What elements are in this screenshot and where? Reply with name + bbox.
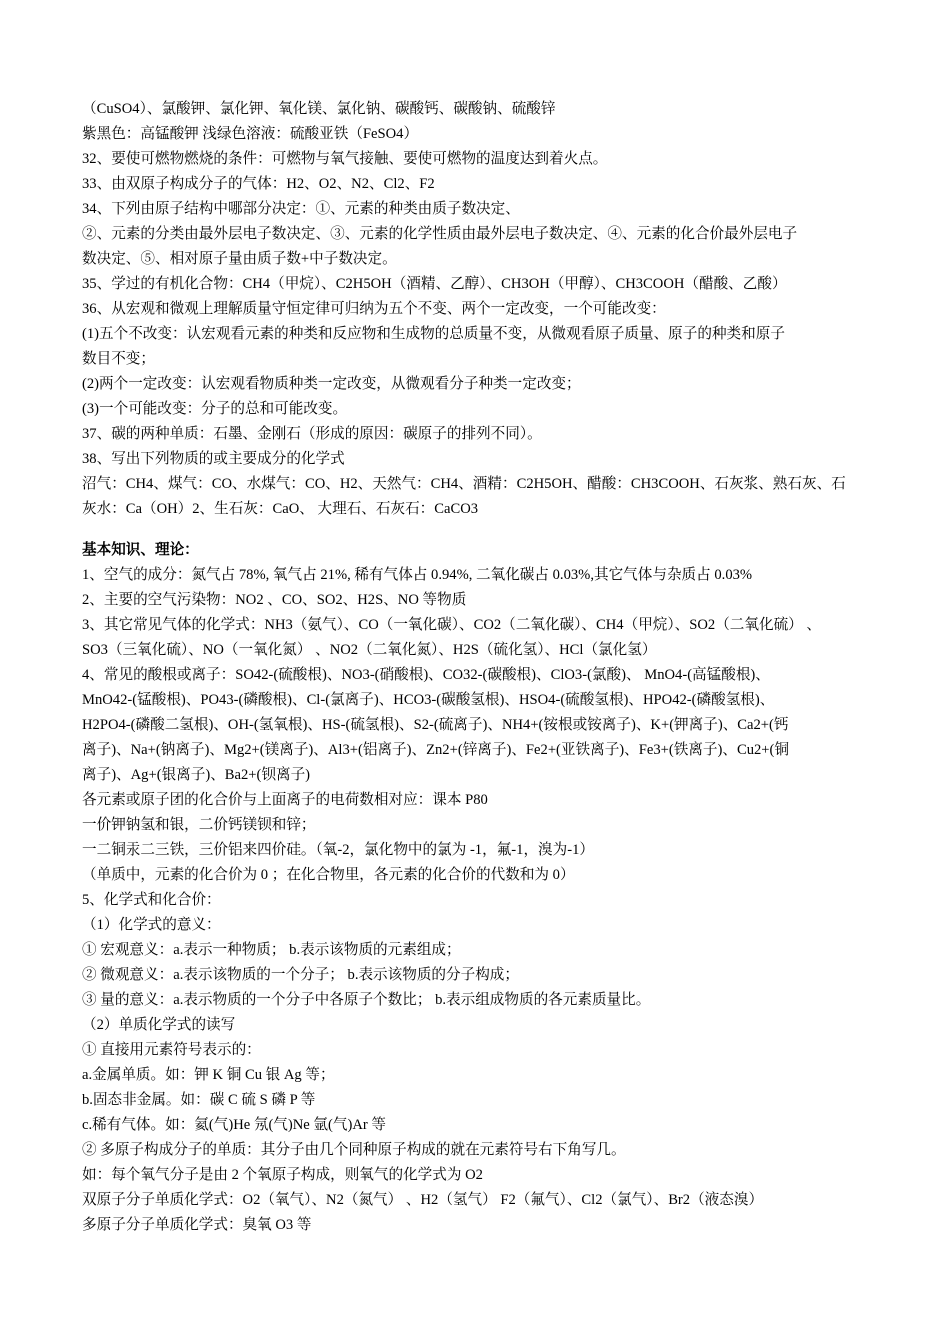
text-line: 2、主要的空气污染物：NO2 、CO、SO2、H2S、NO 等物质 xyxy=(82,592,467,608)
text-line: ③ 量的意义：a.表示物质的一个分子中各原子个数比； b.表示组成物质的各元素质量比。 xyxy=(82,992,651,1008)
text-line: 37、碳的两种单质：石墨、金刚石（形成的原因：碳原子的排列不同）。 xyxy=(82,426,542,442)
text-line: 双原子分子单质化学式：O2（氧气）、N2（氮气） 、H2（氢气） F2（氟气）、Cl2（氯气）、Br2（液态溴） xyxy=(82,1192,764,1208)
text-line: （单质中，元素的化合价为 0 ；在化合物里，各元素的化合价的代数和为 0） xyxy=(82,867,575,883)
text-line: (1)五个不改变：认宏观看元素的种类和反应物和生成物的总质量不变，从微观看原子质量、原子的种类和原子 xyxy=(82,326,785,342)
text-line: 33、由双原子构成分子的气体：H2、O2、N2、Cl2、F2 xyxy=(82,176,435,192)
text-line: 离子)、Ag+(银离子)、Ba2+(钡离子) xyxy=(82,767,311,783)
text-line: （2）单质化学式的读写 xyxy=(82,1017,236,1033)
text-line: 一价钾钠氢和银，二价钙镁钡和锌； xyxy=(82,817,316,833)
text-line: 数目不变； xyxy=(82,351,155,367)
text-line: 如：每个氧气分子是由 2 个氧原子构成，则氧气的化学式为 O2 xyxy=(82,1167,483,1183)
text-line: （CuSO4）、氯酸钾、氯化钾、氧化镁、氯化钠、碳酸钙、碳酸钠、硫酸锌 xyxy=(82,101,556,117)
text-line: 5、化学式和化合价： xyxy=(82,892,221,908)
text-line: 34、下列由原子结构中哪部分决定：①、元素的种类由质子数决定、 xyxy=(82,201,520,217)
top-section xyxy=(82,97,872,522)
text-line: ② 多原子构成分子的单质：其分子由几个同种原子构成的就在元素符号右下角写几。 xyxy=(82,1142,626,1158)
text-line: 3、其它常见气体的化学式：NH3（氨气）、CO（一氧化碳）、CO2（二氧化碳）、CH4（甲烷）、SO2（二氧化硫） 、 xyxy=(82,617,822,633)
text-line: 数决定、⑤、相对原子量由质子数+中子数决定。 xyxy=(82,251,397,267)
text-line: 离子)、Na+(钠离子)、Mg2+(镁离子)、Al3+(铝离子)、Zn2+(锌离子)、Fe2+(亚铁离子)、Fe3+(铁离子)、Cu2+(铜 xyxy=(82,742,789,758)
text-line: H2PO4-(磷酸二氢根)、OH-(氢氧根)、HS-(硫氢根)、S2-(硫离子)、NH4+(铵根或铵离子)、K+(钾离子)、Ca2+(钙 xyxy=(82,717,789,733)
bottom-section xyxy=(82,563,872,1238)
text-line: ②、元素的分类由最外层电子数决定、③、元素的化学性质由最外层电子数决定、④、元素的化合价最外层电子 xyxy=(82,226,798,242)
document-page xyxy=(82,97,872,1238)
text-line: SO3（三氧化硫）、NO（一氧化氮） 、NO2（二氧化氮）、H2S（硫化氢）、HCl（氯化氢） xyxy=(82,642,657,658)
text-line: 灰水：Ca（OH）2、生石灰：CaO、 大理石、石灰石：CaCO3 xyxy=(82,501,479,517)
text-line: 1、空气的成分：氮气占 78%, 氧气占 21%, 稀有气体占 0.94%, 二氧化碳占 0.03%,其它气体与杂质占 0.03% xyxy=(82,567,753,583)
text-line: MnO42-(锰酸根)、PO43-(磷酸根)、Cl-(氯离子)、HCO3-(碳酸氢根)、HSO4-(硫酸氢根)、HPO42-(磷酸氢根)、 xyxy=(82,692,775,708)
text-line: (2)两个一定改变：认宏观看物质种类一定改变，从微观看分子种类一定改变； xyxy=(82,376,581,392)
text-line: 36、从宏观和微观上理解质量守恒定律可归纳为五个不变、两个一定改变，一个可能改变： xyxy=(82,301,666,317)
text-line: 沼气：CH4、煤气：CO、水煤气：CO、H2、天然气：CH4、酒精：C2H5OH、醋酸：CH3COOH、石灰浆、熟石灰、石 xyxy=(82,476,846,492)
text-line: (3)一个可能改变：分子的总和可能改变。 xyxy=(82,401,348,417)
text-line: 多原子分子单质化学式：臭氧 O3 等 xyxy=(82,1217,312,1233)
text-line: 一二铜汞二三铁，三价铝来四价硅。（氧-2，氯化物中的氯为 -1，氟-1，溴为-1） xyxy=(82,842,594,858)
section-heading: 基本知识、理论： xyxy=(82,542,199,558)
text-line: ② 微观意义：a.表示该物质的一个分子； b.表示该物质的分子构成； xyxy=(82,967,519,983)
text-line: c.稀有气体。如：氦(气)He 氖(气)Ne 氩(气)Ar 等 xyxy=(82,1117,386,1133)
text-line: ① 宏观意义：a.表示一种物质； b.表示该物质的元素组成； xyxy=(82,942,461,958)
paragraph-gap xyxy=(82,522,872,538)
text-line: b.固态非金属。如：碳 C 硫 S 磷 P 等 xyxy=(82,1092,316,1108)
text-line: 38、写出下列物质的或主要成分的化学式 xyxy=(82,451,345,467)
text-line: 4、常见的酸根或离子：SO42-(硫酸根)、NO3-(硝酸根)、CO32-(碳酸根)、ClO3-(氯酸)、 MnO4-(高锰酸根)、 xyxy=(82,667,770,683)
text-line: （1）化学式的意义： xyxy=(82,917,221,933)
text-line: 紫黑色：高锰酸钾 浅绿色溶液：硫酸亚铁（FeSO4） xyxy=(82,126,419,142)
text-line: ① 直接用元素符号表示的： xyxy=(82,1042,261,1058)
text-line: 35、学过的有机化合物：CH4（甲烷）、C2H5OH（酒精、乙醇）、CH3OH（甲醇）、CH3COOH（醋酸、乙酸） xyxy=(82,276,787,292)
text-line: a.金属单质。如：钾 K 铜 Cu 银 Ag 等； xyxy=(82,1067,335,1083)
text-line: 32、要使可燃物燃烧的条件：可燃物与氧气接触、要使可燃物的温度达到着火点。 xyxy=(82,151,608,167)
text-line: 各元素或原子团的化合价与上面离子的电荷数相对应：课本 P80 xyxy=(82,792,488,808)
